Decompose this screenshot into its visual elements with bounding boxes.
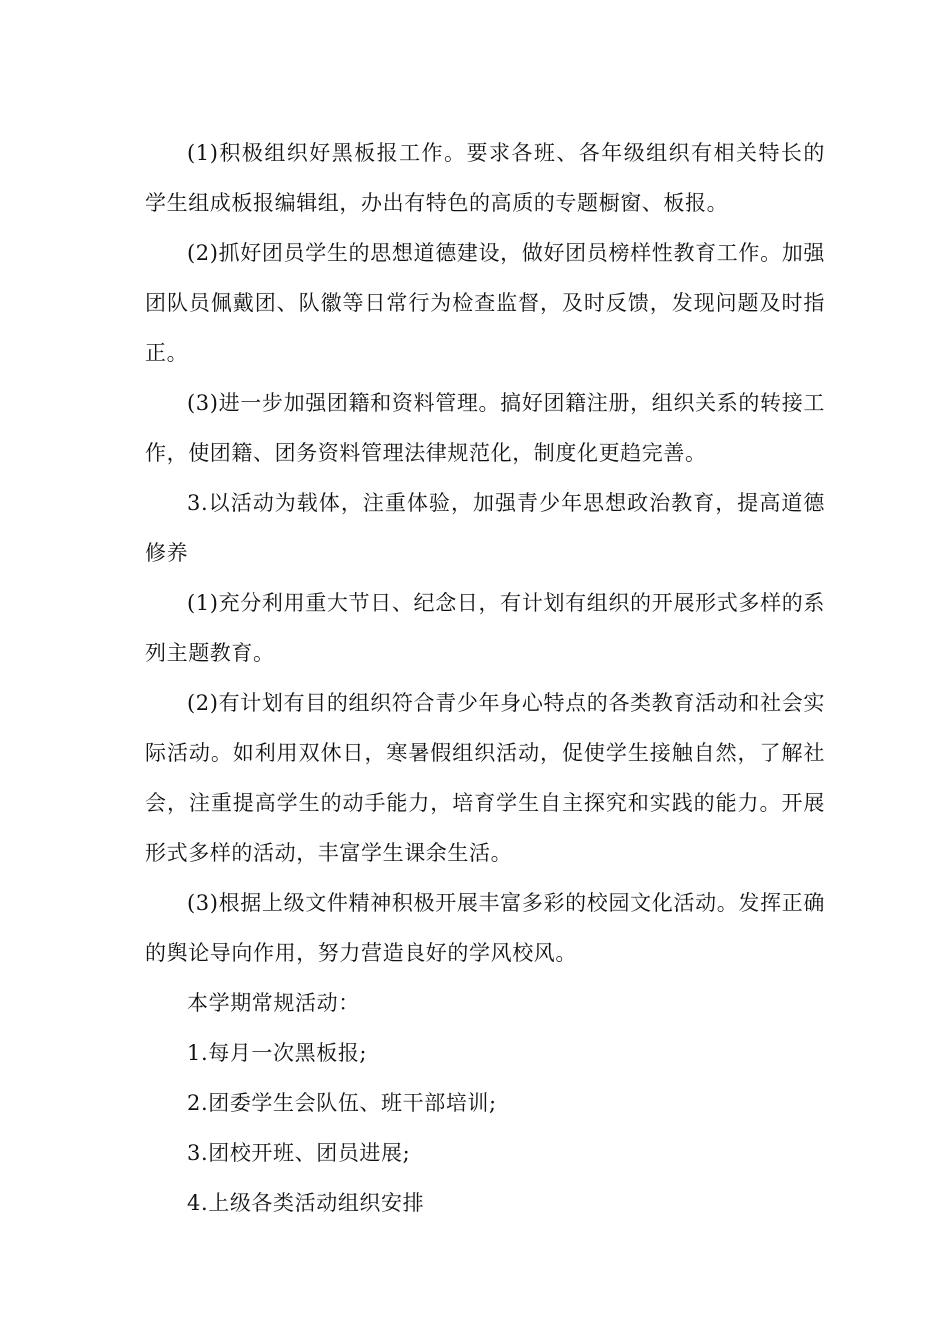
paragraph-1: (1)积极组织好黑板报工作。要求各班、各年级组织有相关特长的 学生组成板报编辑组，办出有特色的高质的专题橱窗、板报。: [145, 141, 825, 215]
document-body: [145, 128, 825, 1228]
routine-activities-heading: 本学期常规活动：: [187, 991, 360, 1015]
list-item: 2.团委学生会队伍、班干部培训;: [187, 1091, 497, 1115]
paragraph-5: (2)有计划有目的组织符合青少年身心特点的各类教育活动和社会实际活动。如利用双休日，寒暑假组织活动，促使学生接触自然，了解社会，注重提高学生的动手能力，培育学生自主探究和实践的能力。开展形式多样的活动，丰富学生课余生活。: [145, 691, 825, 865]
list-item: 3.团校开班、团员进展;: [187, 1141, 411, 1165]
list-item: 1.每月一次黑板报;: [187, 1041, 368, 1065]
paragraph-6: (3)根据上级文件精神积极开展丰富多彩的校园文化活动。发挥正确的舆论导向作用，努力营造良好的学风校风。: [145, 891, 825, 965]
paragraph-2: (2)抓好团员学生的思想道德建设，做好团员榜样性教育工作。加强团队员佩戴团、队徽等日常行为检查监督，及时反馈，发现问题及时指正。: [145, 241, 825, 365]
paragraph-4: (1)充分利用重大节日、纪念日，有计划有组织的开展形式多样的系列主题教育。: [145, 591, 825, 665]
section-heading-3: 3.以活动为载体，注重体验，加强青少年思想政治教育，提高道德修养: [145, 491, 825, 565]
paragraph-3: (3)进一步加强团籍和资料管理。搞好团籍注册，组织关系的转接工作，使团籍、团务资料管理法律规范化，制度化更趋完善。: [145, 391, 825, 465]
list-item: 4.上级各类活动组织安排: [187, 1191, 425, 1215]
